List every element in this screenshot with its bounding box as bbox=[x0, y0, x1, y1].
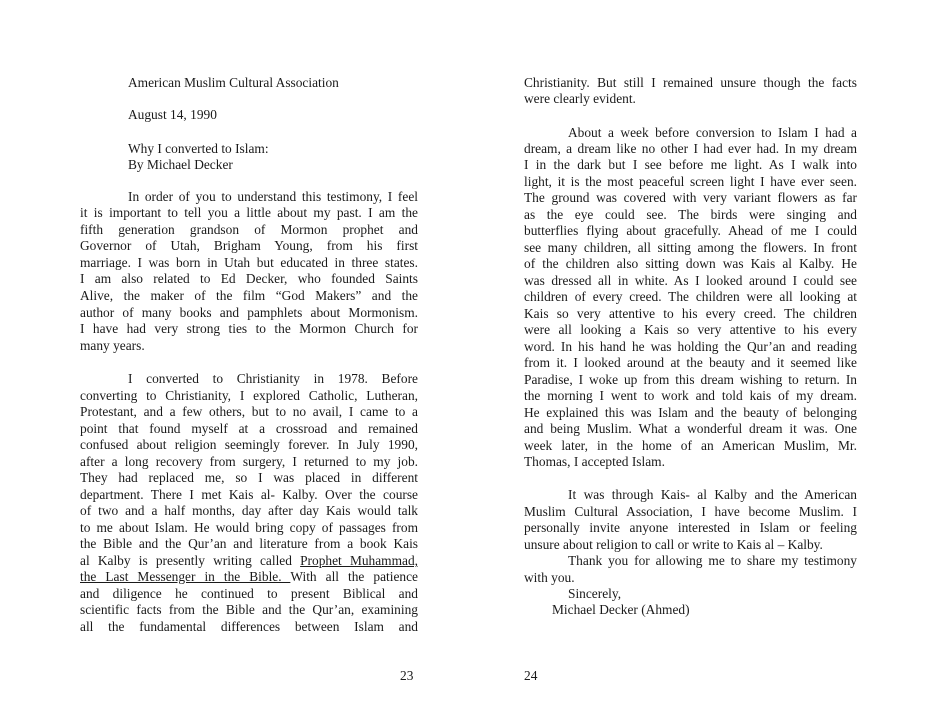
dream-line: The ground was covered with very variant flowers as far bbox=[524, 190, 857, 205]
para2-line: I converted to Christianity in 1978. Before bbox=[128, 371, 418, 386]
dream-line: dream, a dream like no other I had ever had. In my dream bbox=[524, 141, 857, 156]
para1-line: I have had very strong ties to the Mormon Church for bbox=[80, 321, 418, 336]
right-page bbox=[524, 0, 857, 728]
book-line-text: al Kalby is presently writing called bbox=[80, 553, 301, 568]
book-title-line bbox=[80, 553, 418, 569]
dream-line: light, it is the most peaceful screen light I have ever seen. bbox=[524, 174, 857, 189]
final-line: personally invite anyone interested in Islam or feeling bbox=[524, 520, 857, 535]
dream-line: I in the dark but I see before me light. As I walk into bbox=[524, 157, 857, 172]
signature: Michael Decker (Ahmed) bbox=[552, 602, 690, 617]
thanks-line: with you. bbox=[524, 570, 575, 585]
dream-line: He explained this was Islam and the beauty of belonging bbox=[524, 405, 857, 420]
para1-line: I am also related to Ed Decker, who founded Saints bbox=[80, 271, 418, 286]
para2-line: point that found myself at a crossroad and remained bbox=[80, 421, 418, 436]
closing: Sincerely, bbox=[568, 586, 622, 601]
para1-line: marriage. I was born in Utah but educated in three states. bbox=[80, 255, 418, 270]
thanks-line: Thank you for allowing me to share my testimony bbox=[568, 553, 857, 568]
para2-line: converting to Christianity, I explored Catholic, Lutheran, bbox=[80, 388, 418, 403]
para2-line: and diligence he continued to present Biblical and bbox=[80, 586, 418, 601]
cont-line: Christianity. But still I remained unsure though the facts bbox=[524, 75, 857, 90]
dream-line: Paradise, I woke up from this dream wishing to return. In bbox=[524, 372, 857, 387]
para1-line: Alive, the maker of the film “God Makers” and the bbox=[80, 288, 418, 303]
book-title-line-2 bbox=[80, 569, 418, 585]
para2-line: the Bible and the Qur’an and literature from a book Kais bbox=[80, 536, 418, 551]
para1-line: In order of you to understand this testimony, I feel bbox=[128, 189, 418, 204]
page-number: 24 bbox=[524, 668, 538, 683]
para2-line: of two and a half months, day after day Kais would talk bbox=[80, 503, 418, 518]
dream-line: see many children, all sitting among the flowers. In front bbox=[524, 240, 857, 255]
dream-line: of the children also sitting down was Kais al Kalby. He bbox=[524, 256, 857, 271]
book-title-underlined: Prophet Muhammad, bbox=[300, 553, 418, 568]
para1-line: Governor of Utah, Brigham Young, from his first bbox=[80, 238, 418, 253]
book-title-underlined: the Last Messenger in the Bible. bbox=[80, 569, 291, 584]
dream-line: About a week before conversion to Islam I had a bbox=[568, 125, 857, 140]
dream-line: butterflies flying about gracefully. Ahead of me I could bbox=[524, 223, 857, 238]
dream-line: children of every creed. The children were all looking at bbox=[524, 289, 857, 304]
final-line: unsure about religion to call or write to Kais al – Kalby. bbox=[524, 537, 823, 552]
dream-line: the morning I went to work and told kais of my dream. bbox=[524, 388, 857, 403]
dream-line: week later, in the home of an American Muslim, Mr. bbox=[524, 438, 857, 453]
letter-title: Why I converted to Islam: bbox=[128, 141, 269, 156]
dream-line: was dressed all in white. As I looked around I could see bbox=[524, 273, 857, 288]
para1-line: many years. bbox=[80, 338, 145, 353]
para2-line: after a long recovery from surgery, I returned to my job. bbox=[80, 454, 418, 469]
para1-line: author of many books and pamphlets about Mormonism. bbox=[80, 305, 418, 320]
para1-line: fifth generation grandson of Mormon prophet and bbox=[80, 222, 418, 237]
para2-line: department. There I met Kais al- Kalby. Over the course bbox=[80, 487, 418, 502]
para2-line: scientific facts from the Bible and the Qur’an, examining bbox=[80, 602, 418, 617]
para2-line: confused about religion seemingly forever. In July 1990, bbox=[80, 437, 418, 452]
para2-line: to me about Islam. He would bring copy of passages from bbox=[80, 520, 418, 535]
cont-line: were clearly evident. bbox=[524, 91, 636, 106]
book-line-text: With all the patience bbox=[290, 569, 418, 584]
dream-line: word. In his hand he was holding the Qur’an and reading bbox=[524, 339, 857, 354]
dream-line: Kais so very attentive to his every creed. The children bbox=[524, 306, 857, 321]
dream-line: Thomas, I accepted Islam. bbox=[524, 454, 665, 469]
para2-line: all the fundamental differences between Islam and bbox=[80, 619, 418, 634]
para2-line: Protestant, and a few others, but to no avail, I came to a bbox=[80, 404, 418, 419]
left-page bbox=[80, 0, 418, 728]
dream-line: and being Muslim. What a wonderful dream it was. One bbox=[524, 421, 857, 436]
para2-line: They had replaced me, so I was placed in different bbox=[80, 470, 418, 485]
letter-date: August 14, 1990 bbox=[128, 107, 217, 122]
dream-line: from it. I looked around at the beauty and it seemed like bbox=[524, 355, 857, 370]
final-line: It was through Kais- al Kalby and the American bbox=[568, 487, 857, 502]
org-name: American Muslim Cultural Association bbox=[128, 75, 339, 90]
para1-line: it is important to tell you a little about my past. I am the bbox=[80, 205, 418, 220]
page-number: 23 bbox=[400, 668, 414, 683]
dream-line: were all looking a Kais so very attentive to his every bbox=[524, 322, 857, 337]
byline: By Michael Decker bbox=[128, 157, 233, 172]
dream-line: as the eye could see. The birds were singing and bbox=[524, 207, 857, 222]
final-line: Muslim Cultural Association, I have become Muslim. I bbox=[524, 504, 857, 519]
